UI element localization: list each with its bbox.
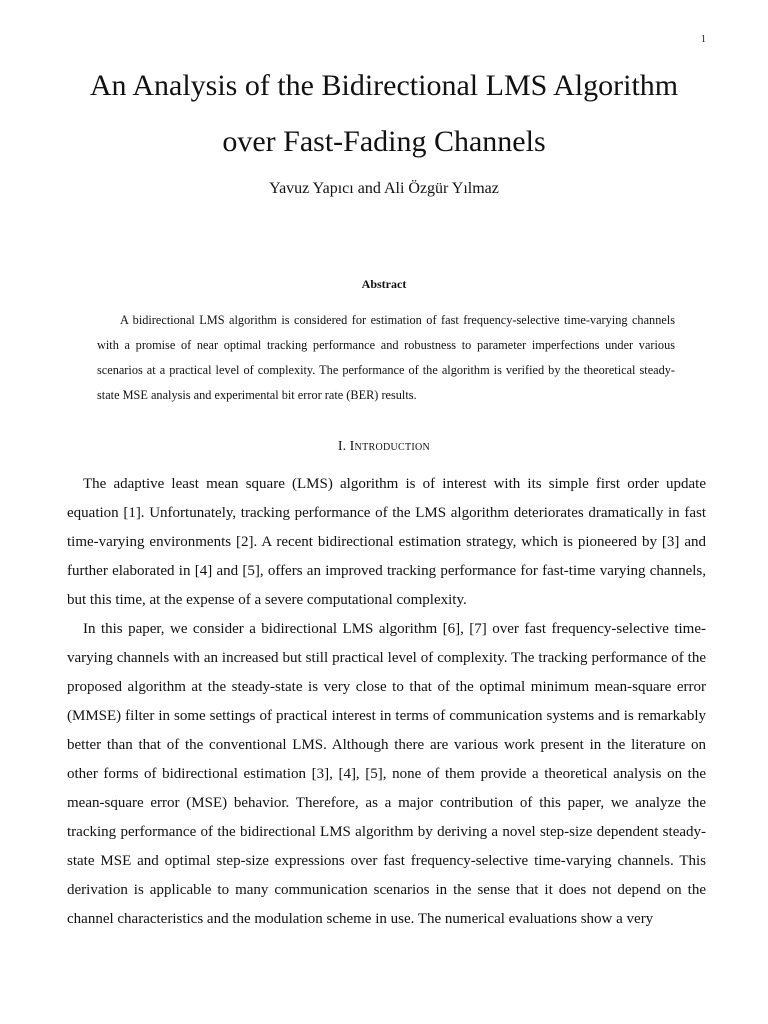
paper-title-line-1: An Analysis of the Bidirectional LMS Algorithm [89,69,679,102]
paper-title [0,58,768,170]
section-title: Introduction [349,439,431,454]
paper-title-line-2: over Fast-Fading Channels [222,125,546,158]
introduction-paragraph-1: The adaptive least mean square (LMS) algorithm is of interest with its simple first order update equation [1]. Unfortunately, tracking performance of the LMS algorithm deteriorates dramatically in fast time-varying environments [2]. A recent bidirectional estimation strategy, which is pioneered by [3] and further elaborated in [4] and [5], offers an improved tracking performance for fast-time varying channels, but this time, at the expense of a severe computational complexity. [67,476,706,608]
section-heading-introduction [0,439,768,455]
abstract-text: A bidirectional LMS algorithm is considered for estimation of fast frequency-selective time-varying channels with a promise of near optimal tracking performance and robustness to parameter imperfections under various scenarios at a practical level of complexity. The performance of the algorithm is verified by the theoretical steady-state MSE analysis and experimental bit error rate (BER) results. [97,313,675,402]
introduction-body [67,470,706,934]
section-numeral: I. [337,439,347,454]
introduction-paragraph-2: In this paper, we consider a bidirectional LMS algorithm [6], [7] over fast frequency-selective time-varying channels with an increased but still practical level of complexity. The tracking performance of the proposed algorithm at the steady-state is very close to that of the optimal minimum mean-square error (MMSE) filter in some settings of practical interest in terms of communication systems and is remarkably better than that of the conventional LMS. Although there are various work present in the literature on other forms of bidirectional estimation [3], [4], [5], none of them provide a theoretical analysis on the mean-square error (MSE) behavior. Therefore, as a major contribution of this paper, we analyze the tracking performance of the bidirectional LMS algorithm by deriving a novel step-size dependent steady-state MSE and optimal step-size expressions over fast frequency-selective time-varying channels. This derivation is applicable to many communication scenarios in the sense that it does not depend on the channel characteristics and the modulation scheme in use. The numerical evaluations show a very [67,621,706,927]
abstract-heading: Abstract [361,277,407,291]
page-number: 1 [701,34,706,45]
paper-authors: Yavuz Yapıcı and Ali Özgür Yılmaz [269,180,499,197]
